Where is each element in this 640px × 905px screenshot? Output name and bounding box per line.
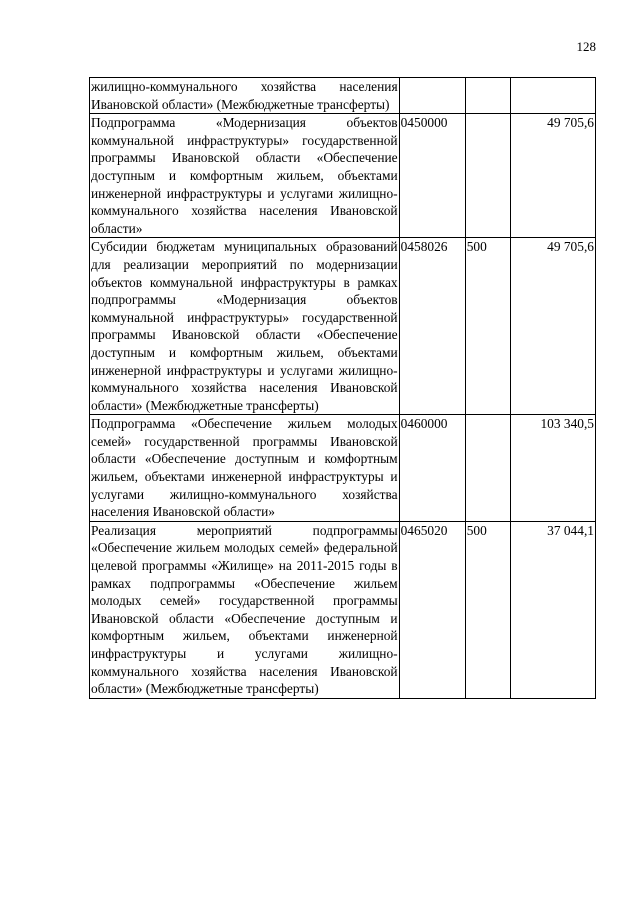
row-expense-type-cell	[465, 114, 510, 238]
row-name-cell: Подпрограмма «Модернизация объектов коммунальной инфраструктуры» государственной программы Ивановской области «Обеспечение доступным и комфортным жильем, объектами инженерной инфраструктуры и услугами жилищно-коммунального хозяйства населения Ивановской области»	[90, 114, 400, 238]
row-expense-type-cell	[465, 415, 510, 522]
row-amount-cell: 37 044,1	[510, 521, 595, 698]
row-name-cell: Субсидии бюджетам муниципальных образований для реализации мероприятий по модернизации объектов коммунальной инфраструктуры в рамках подпрограммы «Модернизация объектов коммунальной инфраструктуры» государственной программы Ивановской области «Обеспечение доступным и комфортным жильем, объектами инженерной инфраструктуры и услугами жилищно-коммунального хозяйства населения Ивановской области» (Межбюджетные трансферты)	[90, 238, 400, 415]
row-name-cell: Подпрограмма «Обеспечение жильем молодых семей» государственной программы Ивановской области «Обеспечение доступным и комфортным жильем, объектами инженерной инфраструктуры и услугами жилищно-коммунального хозяйства населения Ивановской области»	[90, 415, 400, 522]
row-code-cell: 0460000	[399, 415, 465, 522]
row-code-cell: 0465020	[399, 521, 465, 698]
table-row	[90, 415, 596, 522]
table-row	[90, 521, 596, 698]
row-amount-cell: 103 340,5	[510, 415, 595, 522]
table-row	[90, 114, 596, 238]
row-amount-cell	[510, 78, 595, 114]
row-expense-type-cell	[465, 78, 510, 114]
row-amount-cell: 49 705,6	[510, 238, 595, 415]
row-name-cell: Реализация мероприятий подпрограммы «Обеспечение жильем молодых семей» федеральной целевой программы «Жилище» на 2011-2015 годы в рамках подпрограммы «Обеспечение жильем молодых семей» государственной программы Ивановской области «Обеспечение доступным и комфортным жильем, объектами инженерной инфраструктуры и услугами жилищно-коммунального хозяйства населения Ивановской области» (Межбюджетные трансферты)	[90, 521, 400, 698]
page-number: 128	[576, 39, 596, 54]
table-row	[90, 78, 596, 114]
row-name-cell: жилищно-коммунального хозяйства населения Ивановской области» (Межбюджетные трансферты)	[90, 78, 400, 114]
row-code-cell: 0458026	[399, 238, 465, 415]
row-amount-cell: 49 705,6	[510, 114, 595, 238]
row-expense-type-cell: 500	[465, 238, 510, 415]
table-row	[90, 238, 596, 415]
row-expense-type-cell: 500	[465, 521, 510, 698]
budget-table	[89, 77, 596, 699]
row-code-cell	[399, 78, 465, 114]
row-code-cell: 0450000	[399, 114, 465, 238]
